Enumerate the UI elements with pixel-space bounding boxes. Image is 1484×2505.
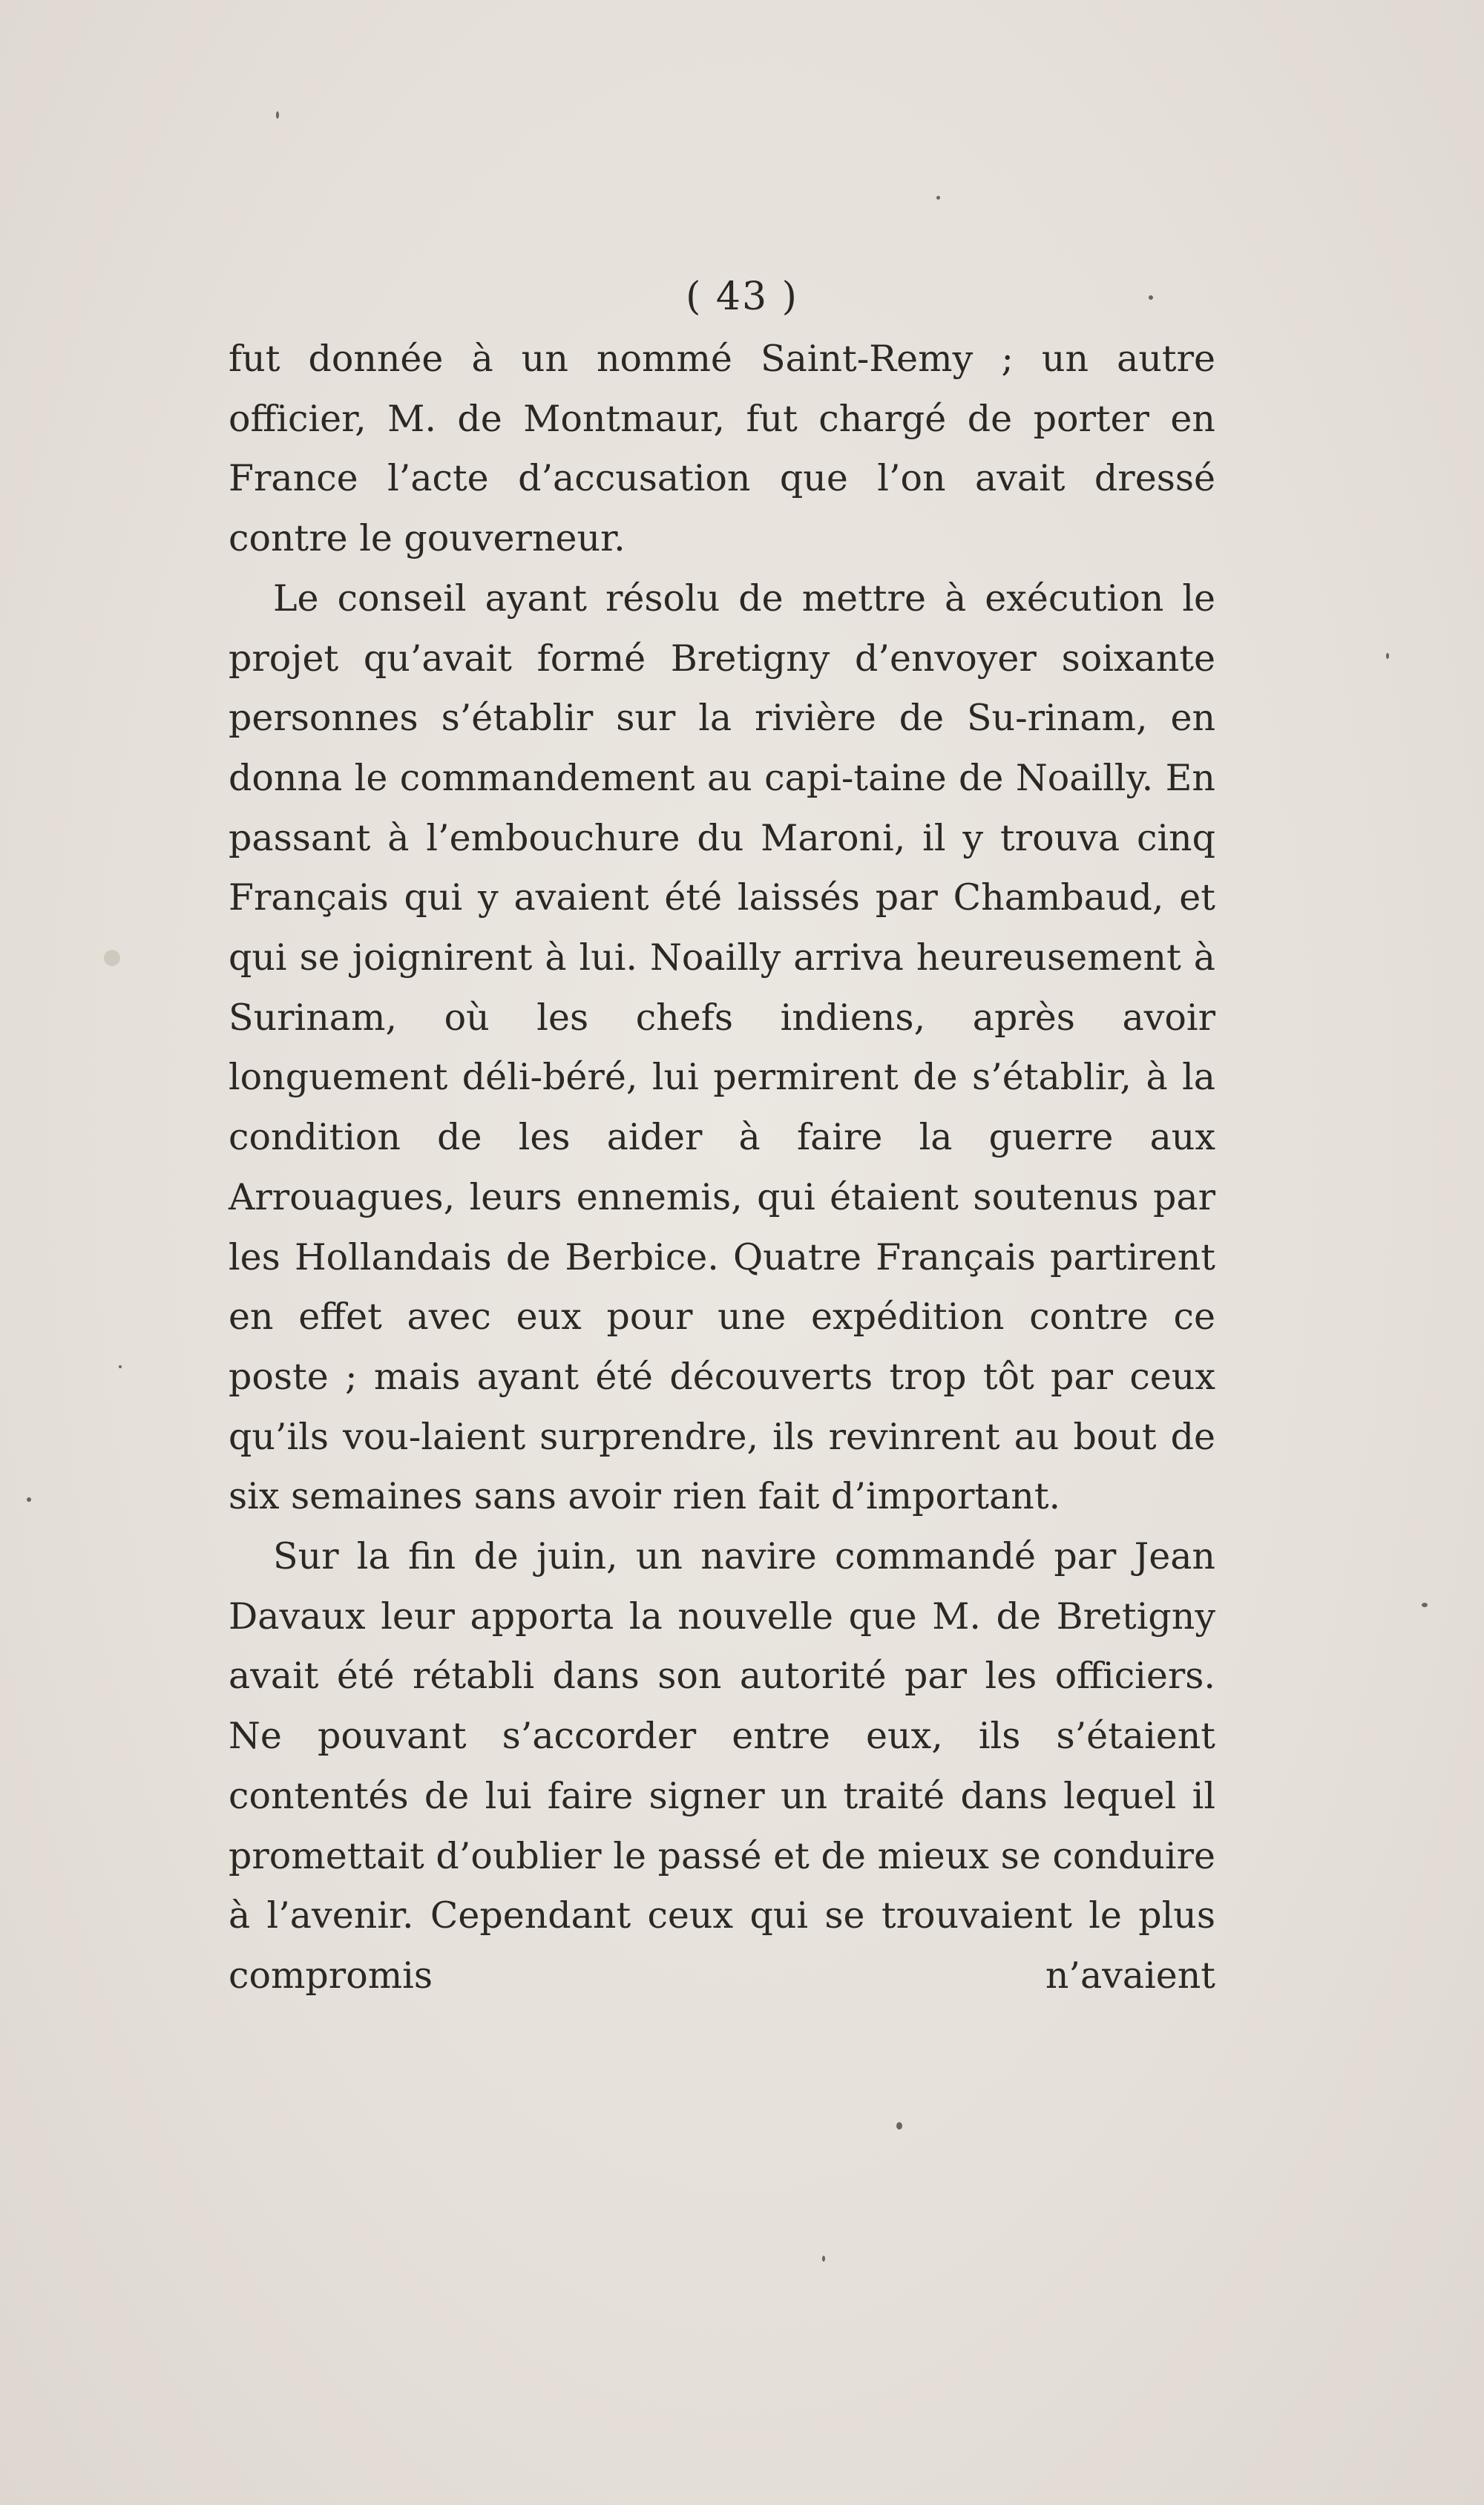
paper-speck: [896, 2122, 902, 2130]
paper-speck: [1149, 295, 1153, 300]
paragraph-3: Sur la fin de juin, un navire commandé par Jean Davaux leur apporta la nouvelle que M. de Bretigny avait été rétabli dans son autorité par les officiers. Ne pouvant s’accorder entre eux, ils s’étaient contentés de lui faire signer un traité dans lequel il promettait d’oublier le passé et de mieux se conduire à l’avenir. Cependant ceux qui se trouvaient le plus compromis n’avaient: [229, 1535, 1215, 1997]
paper-speck: [822, 2256, 825, 2262]
paper-speck: [936, 196, 940, 200]
body-text: [229, 329, 1215, 2006]
paper-speck: [104, 950, 120, 966]
paragraph-2: Le conseil ayant résolu de mettre à exécution le projet qu’avait formé Bretigny d’envoyer soixante personnes s’établir sur la rivière de Su-rinam, en donna le commandement au capi-taine de Noailly. En passant à l’embouchure du Maroni, il y trouva cinq Français qui y avaient été laissés par Chambaud, et qui se joignirent à lui. Noailly arriva heureusement à Surinam, où les chefs indiens, après avoir longuement déli-béré, lui permirent de s’établir, à la condition de les aider à faire la guerre aux Arrouagues, leurs ennemis, qui étaient soutenus par les Hollandais de Berbice. Quatre Français partirent en effet avec eux pour une expédition contre ce poste ; mais ayant été découverts trop tôt par ceux qu’ils vou-laient surprendre, ils revinrent au bout de six semaines sans avoir rien fait d’important.: [229, 577, 1215, 1518]
page-number: ( 43 ): [686, 275, 798, 319]
paper-speck: [27, 1497, 31, 1502]
paper-speck: [119, 1365, 122, 1368]
paper-speck: [276, 111, 279, 119]
paper-speck: [1386, 653, 1389, 659]
paragraph-1: fut donnée à un nommé Saint-Remy ; un autre officier, M. de Montmaur, fut chargé de porter en France l’acte d’accusation que l’on avait dressé contre le gouverneur.: [229, 338, 1215, 560]
paper-speck: [1422, 1603, 1428, 1607]
